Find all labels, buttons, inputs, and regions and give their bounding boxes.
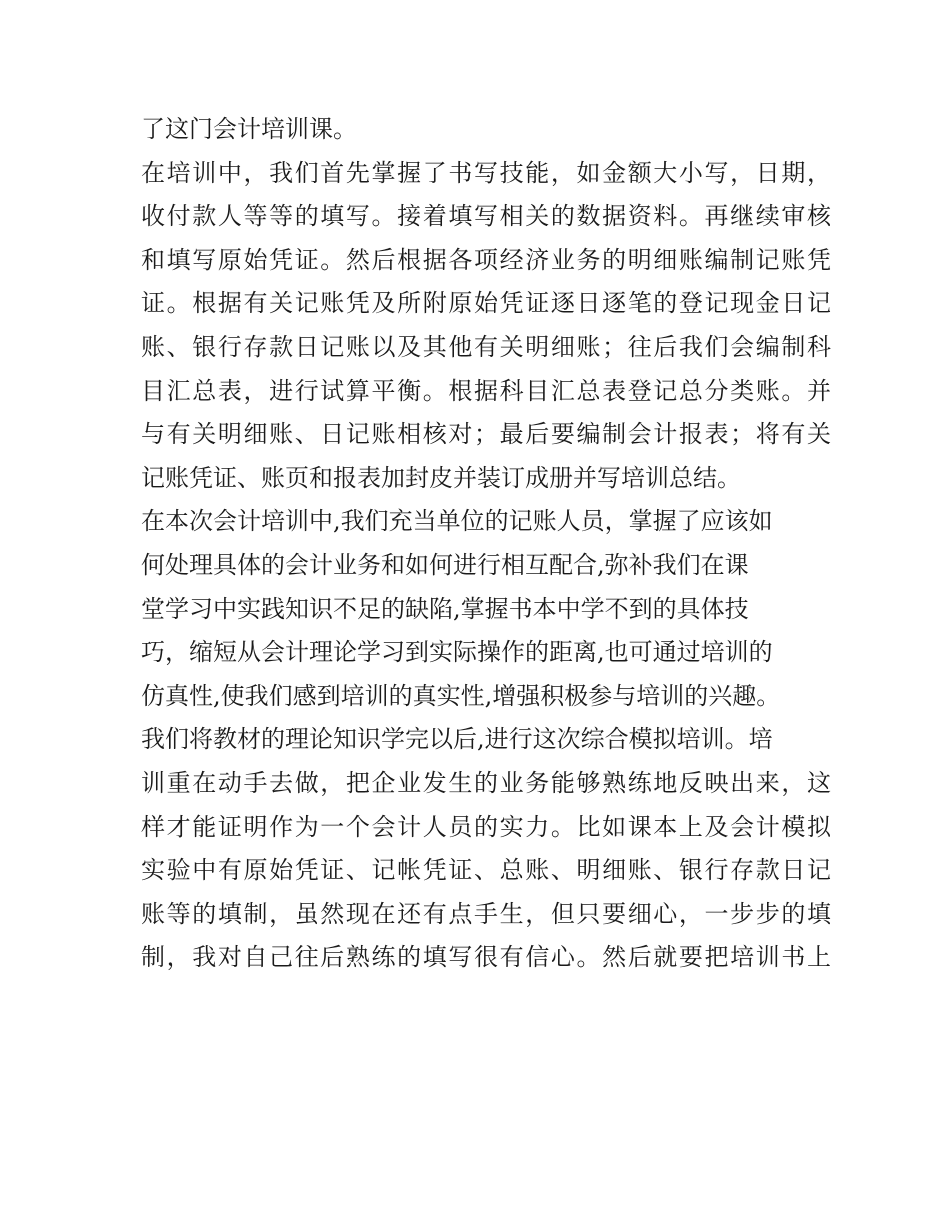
text-line: 实验中有原始凭证、记帐凭证、总账、明细账、银行存款日记 [141, 856, 831, 885]
text-line: 在培训中，我们首先掌握了书写技能，如金额大小写，日期， [141, 158, 831, 187]
text-line: 账等的填制，虽然现在还有点手生，但只要细心，一步步的填 [141, 899, 831, 928]
text-line: 和填写原始凭证。然后根据各项经济业务的明细账编制记账凭 [141, 245, 831, 274]
text-line: 仿真性,使我们感到培训的真实性,增强积极参与培训的兴趣。 [141, 681, 781, 710]
text-line: 目汇总表，进行试算平衡。根据科目汇总表登记总分类账。并 [141, 376, 831, 405]
body-text [141, 108, 831, 980]
text-line: 在本次会计培训中,我们充当单位的记账人员，掌握了应该如 [141, 507, 773, 536]
text-line: 记账凭证、账页和报表加封皮并装订成册并写培训总结。 [141, 463, 741, 492]
text-line: 收付款人等等的填写。接着填写相关的数据资料。再继续审核 [141, 202, 831, 231]
text-line: 账、银行存款日记账以及其他有关明细账；往后我们会编制科 [141, 332, 831, 361]
text-line: 我们将教材的理论知识学完以后,进行这次综合模拟培训。培 [141, 725, 773, 754]
text-line: 与有关明细账、日记账相核对；最后要编制会计报表；将有关 [141, 420, 831, 449]
text-line: 堂学习中实践知识不足的缺陷,掌握书本中学不到的具体技 [141, 594, 749, 623]
text-line: 证。根据有关记账凭及所附原始凭证逐日逐笔的登记现金日记 [141, 289, 831, 318]
text-line: 制，我对自己往后熟练的填写很有信心。然后就要把培训书上 [141, 943, 831, 972]
text-line: 巧，缩短从会计理论学习到实际操作的距离,也可通过培训的 [141, 638, 773, 667]
text-line: 了这门会计培训课。 [141, 115, 357, 143]
text-line: 样才能证明作为一个会计人员的实力。比如课本上及会计模拟 [141, 812, 831, 841]
text-line: 训重在动手去做，把企业发生的业务能够熟练地反映出来，这 [141, 768, 831, 797]
text-line: 何处理具体的会计业务和如何进行相互配合,弥补我们在课 [141, 550, 749, 579]
